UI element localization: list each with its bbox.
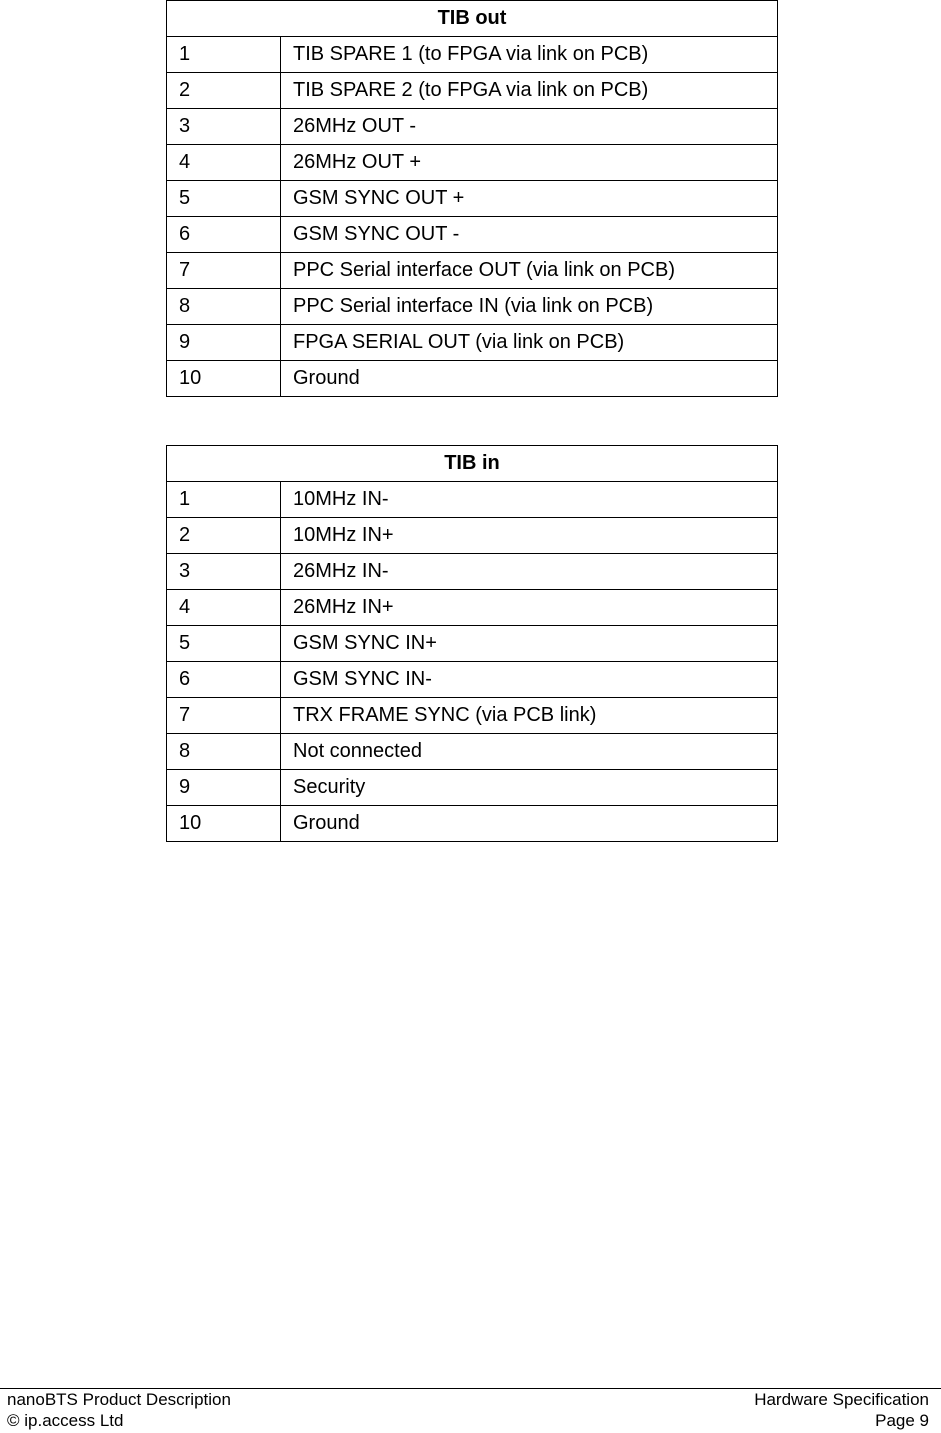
table-row: [167, 554, 778, 590]
table-row: [167, 145, 778, 181]
pin-number-cell: 8: [167, 734, 281, 770]
signal-name-cell: GSM SYNC OUT +: [281, 181, 778, 217]
table-row: [167, 806, 778, 842]
pin-number-cell: 9: [167, 325, 281, 361]
signal-name-cell: GSM SYNC OUT -: [281, 217, 778, 253]
signal-name-cell: PPC Serial interface IN (via link on PCB): [281, 289, 778, 325]
pin-number-cell: 3: [167, 554, 281, 590]
pin-number-cell: 3: [167, 109, 281, 145]
footer-row-bottom: [0, 1410, 941, 1431]
document-title: nanoBTS Product Description: [7, 1390, 231, 1409]
pin-number-cell: 1: [167, 482, 281, 518]
signal-name-cell: Ground: [281, 361, 778, 397]
table-row: [167, 109, 778, 145]
table-row: [167, 289, 778, 325]
table-row: [167, 37, 778, 73]
pin-number-cell: 2: [167, 518, 281, 554]
table-body: [167, 37, 778, 397]
table-header-row: [167, 446, 778, 482]
copyright-notice: © ip.access Ltd: [7, 1411, 124, 1430]
signal-name-cell: 26MHz OUT +: [281, 145, 778, 181]
table-header-row: [167, 1, 778, 37]
tib-in-table: [166, 445, 778, 842]
pin-number-cell: 10: [167, 361, 281, 397]
signal-name-cell: TIB SPARE 1 (to FPGA via link on PCB): [281, 37, 778, 73]
table-row: [167, 734, 778, 770]
pin-number-cell: 4: [167, 145, 281, 181]
pin-number-cell: 6: [167, 217, 281, 253]
pin-number-cell: 4: [167, 590, 281, 626]
signal-name-cell: 10MHz IN-: [281, 482, 778, 518]
signal-name-cell: FPGA SERIAL OUT (via link on PCB): [281, 325, 778, 361]
pin-number-cell: 9: [167, 770, 281, 806]
table-row: [167, 518, 778, 554]
pin-number-cell: 10: [167, 806, 281, 842]
table-row: [167, 770, 778, 806]
table-row: [167, 253, 778, 289]
signal-name-cell: TIB SPARE 2 (to FPGA via link on PCB): [281, 73, 778, 109]
table-row: [167, 325, 778, 361]
pin-number-cell: 5: [167, 626, 281, 662]
pin-number-cell: 5: [167, 181, 281, 217]
signal-name-cell: GSM SYNC IN-: [281, 662, 778, 698]
page-number: Page 9: [875, 1411, 929, 1430]
tib-out-table: [166, 0, 778, 397]
pin-number-cell: 2: [167, 73, 281, 109]
signal-name-cell: PPC Serial interface OUT (via link on PCB): [281, 253, 778, 289]
pin-number-cell: 8: [167, 289, 281, 325]
signal-name-cell: 26MHz OUT -: [281, 109, 778, 145]
signal-name-cell: Ground: [281, 806, 778, 842]
table-row: [167, 626, 778, 662]
pin-number-cell: 7: [167, 698, 281, 734]
signal-name-cell: 10MHz IN+: [281, 518, 778, 554]
table-title: TIB in: [167, 446, 778, 482]
table-row: [167, 361, 778, 397]
pin-number-cell: 7: [167, 253, 281, 289]
table-row: [167, 73, 778, 109]
table-row: [167, 698, 778, 734]
signal-name-cell: 26MHz IN-: [281, 554, 778, 590]
table-row: [167, 662, 778, 698]
footer-row-top: [0, 1389, 941, 1410]
signal-name-cell: Not connected: [281, 734, 778, 770]
section-title: Hardware Specification: [754, 1390, 929, 1409]
pin-number-cell: 6: [167, 662, 281, 698]
signal-name-cell: GSM SYNC IN+: [281, 626, 778, 662]
signal-name-cell: 26MHz IN+: [281, 590, 778, 626]
table-row: [167, 590, 778, 626]
signal-name-cell: TRX FRAME SYNC (via PCB link): [281, 698, 778, 734]
table-row: [167, 217, 778, 253]
page-footer: [0, 1388, 941, 1431]
table-row: [167, 482, 778, 518]
signal-name-cell: Security: [281, 770, 778, 806]
table-row: [167, 181, 778, 217]
pin-number-cell: 1: [167, 37, 281, 73]
table-title: TIB out: [167, 1, 778, 37]
table-body: [167, 482, 778, 842]
